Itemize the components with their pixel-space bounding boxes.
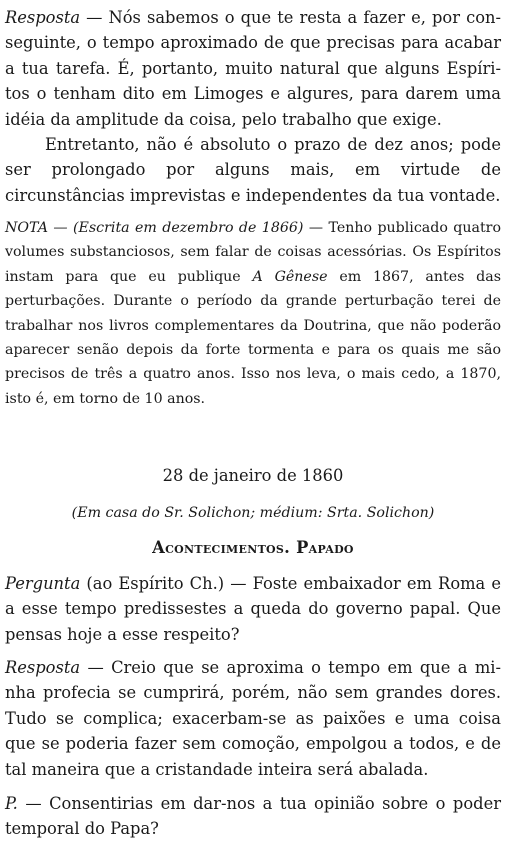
session-location [5,501,501,525]
note-text-part-2: em 1867, antes das perturbações. Durante o período da grande perturbação terei de trabalhar nos livros complementares da Doutrina, que não poderão aparecer senão depois da forte tormenta e para os quais me são precisos de três a quatro anos. Isso nos leva, o mais cedo, a 1870, isto é, em torno de 10 anos. [5,268,501,407]
note-text-part-1: — Tenho publicado quatro volumes substanciosos, sem falar de coisas acessórias. Os Espíritos instam para que eu publique [5,220,501,285]
note-label: NOTA — (Escrita em dezembro de 1866) [5,220,304,236]
answer-label-2: Resposta [5,658,81,677]
question-label: Pergunta [5,574,81,593]
question-label-2: P. [5,794,18,813]
question-text-2: — Consentirias em dar-nos a tua opinião sobre o poder temporal do Papa? [5,794,501,839]
answer-paragraph-2 [5,132,501,208]
answer-text: — Nós sabemos o que te resta a fazer e, por conseguinte, o tempo aproximado de que precisas para acabar a tua tarefa. É, portanto, muito natural que alguns Espíritos o tenham dito em Limoges e algures, para darem uma idéia da amplitude da coisa, pelo trabalho que exige. [5,8,501,129]
section-heading: Acontecimentos. Papado [152,538,354,557]
question-text: (ao Espírito Ch.) — Foste embaixador em Roma e a esse tempo predissestes a queda do governo papal. Que pensas hoje a esse respeito? [5,574,501,644]
book-title: A Gênese [252,268,328,285]
question-paragraph-2 [5,791,501,842]
answer-label: Resposta [5,8,81,27]
answer-text-2: — Creio que se aproxima o tempo em que a minha profecia se cumprirá, porém, não sem grandes dores. Tudo se complica; exacerbam-se as paixões e uma coisa que se poderia fazer sem comoção, empolgou a todos, e de tal maneira que a cristandade inteira será abalada. [5,658,501,779]
answer-paragraph-3 [5,655,501,782]
note-paragraph [5,216,501,411]
answer-continuation-text: Entretanto, não é absoluto o prazo de dez anos; pode ser prolongado por alguns mais, em virtude de circunstâncias imprevistas e independentes da tua vontade. [5,135,501,205]
answer-paragraph-1 [5,5,501,132]
session-date: 28 de janeiro de 1860 [162,466,344,485]
session-location-text: (Em casa do Sr. Solichon; médium: Srta. Solichon) [71,505,435,521]
question-paragraph [5,571,501,647]
